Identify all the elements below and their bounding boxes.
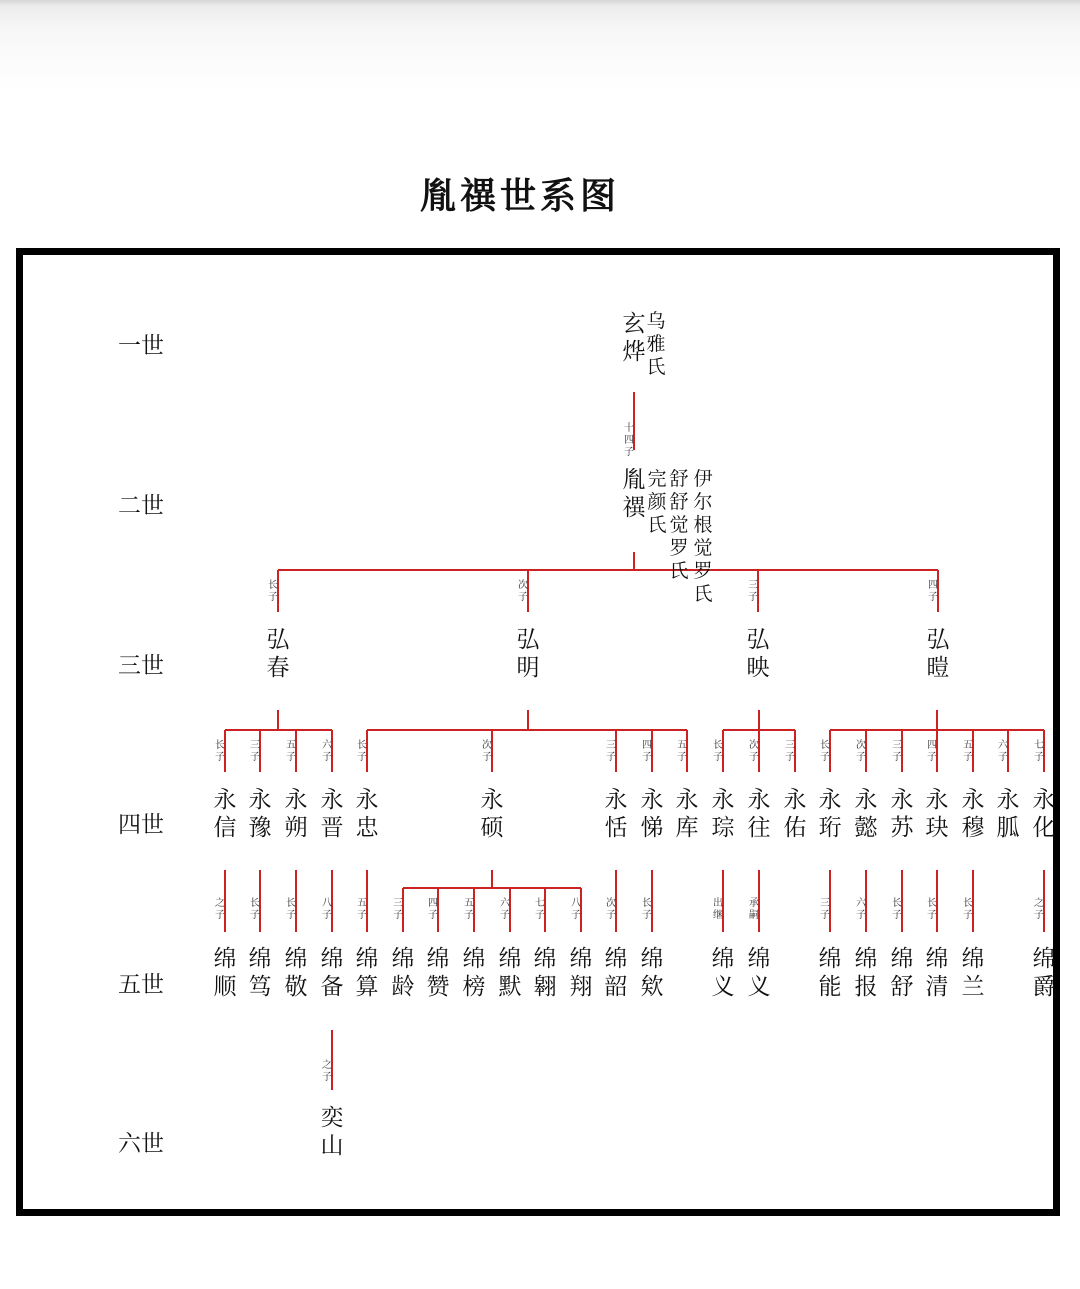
member-name: 永恬	[604, 787, 628, 841]
member-name: 永晋	[320, 787, 344, 841]
birth-order-label: 长子	[286, 898, 296, 921]
birth-order-label: 十四子	[624, 423, 634, 458]
member-name: 绵欸	[640, 946, 664, 1000]
member-name: 绵榜	[462, 946, 486, 1000]
member-name: 绵兰	[961, 946, 985, 1000]
member-name: 绵备	[320, 946, 344, 1000]
member-name: 奕山	[320, 1105, 344, 1159]
member-name: 永懿	[854, 787, 878, 841]
birth-order-label: 长子	[713, 740, 723, 763]
birth-order-label: 出继	[713, 898, 723, 921]
member-name: 永朔	[284, 787, 308, 841]
birth-order-label: 之子	[1034, 898, 1044, 921]
spouse-name: 完颜氏	[647, 468, 667, 536]
member-name: 胤禩	[622, 467, 646, 521]
birth-order-label: 四子	[928, 580, 938, 603]
generation-label: 一世	[118, 333, 164, 359]
birth-order-label: 八子	[571, 898, 581, 921]
member-name: 弘春	[266, 627, 290, 681]
birth-order-label: 长子	[215, 740, 225, 763]
family-tree-frame	[16, 248, 1060, 1216]
member-name: 永苏	[890, 787, 914, 841]
birth-order-label: 长子	[642, 898, 652, 921]
birth-order-label: 三子	[393, 898, 403, 921]
birth-order-label: 次子	[482, 740, 492, 763]
generation-label: 三世	[118, 653, 164, 679]
member-name: 永佑	[783, 787, 807, 841]
birth-order-label: 六子	[322, 740, 332, 763]
diagram-title: 胤禩世系图	[419, 175, 620, 217]
generation-label: 二世	[118, 493, 164, 519]
spouse-name: 乌雅氏	[646, 310, 666, 378]
birth-order-label: 之子	[215, 898, 225, 921]
member-name: 永信	[213, 787, 237, 841]
member-name: 永豫	[248, 787, 272, 841]
family-tree-svg	[23, 255, 1053, 1209]
member-name: 绵翔	[569, 946, 593, 1000]
member-name: 弘映	[746, 627, 770, 681]
birth-order-label: 长子	[820, 740, 830, 763]
member-name: 玄烨	[622, 311, 646, 365]
member-name: 永悌	[640, 787, 664, 841]
member-name: 绵龄	[391, 946, 415, 1000]
member-name: 绵能	[818, 946, 842, 1000]
member-name: 永库	[675, 787, 699, 841]
spouse-name: 伊尔根觉罗氏	[693, 468, 713, 605]
birth-order-label: 七子	[1034, 740, 1044, 763]
member-name: 永珩	[818, 787, 842, 841]
birth-order-label: 次子	[518, 580, 528, 603]
birth-order-label: 六子	[998, 740, 1008, 763]
member-name: 绵报	[854, 946, 878, 1000]
birth-order-label: 五子	[286, 740, 296, 763]
member-name: 永胍	[996, 787, 1020, 841]
birth-order-label: 长子	[250, 898, 260, 921]
birth-order-label: 七子	[535, 898, 545, 921]
member-name: 永化	[1032, 787, 1056, 841]
birth-order-label: 五子	[464, 898, 474, 921]
member-name: 绵韶	[604, 946, 628, 1000]
birth-order-label: 三子	[606, 740, 616, 763]
birth-order-label: 六子	[500, 898, 510, 921]
member-name: 永穆	[961, 787, 985, 841]
birth-order-label: 次子	[749, 740, 759, 763]
birth-order-label: 三子	[785, 740, 795, 763]
member-name: 弘明	[516, 627, 540, 681]
member-name: 绵算	[355, 946, 379, 1000]
generation-label: 四世	[118, 812, 164, 838]
birth-order-label: 长子	[963, 898, 973, 921]
member-name: 绵敬	[284, 946, 308, 1000]
birth-order-label: 三子	[748, 580, 758, 603]
member-name: 绵舒	[890, 946, 914, 1000]
member-name: 永忠	[355, 787, 379, 841]
member-name: 永琮	[711, 787, 735, 841]
member-name: 绵笃	[248, 946, 272, 1000]
birth-order-label: 五子	[677, 740, 687, 763]
birth-order-label: 四子	[428, 898, 438, 921]
birth-order-label: 长子	[892, 898, 902, 921]
member-name: 永往	[747, 787, 771, 841]
top-shadow	[0, 0, 1080, 90]
birth-order-label: 长子	[357, 740, 367, 763]
member-name: 绵顺	[213, 946, 237, 1000]
birth-order-label: 五子	[963, 740, 973, 763]
birth-order-label: 四子	[642, 740, 652, 763]
member-name: 绵清	[925, 946, 949, 1000]
birth-order-label: 八子	[322, 898, 332, 921]
member-name: 永硕	[480, 787, 504, 841]
member-name: 弘暟	[926, 627, 950, 681]
member-name: 绵爵	[1032, 946, 1056, 1000]
birth-order-label: 长子	[268, 580, 278, 603]
member-name: 绵义	[711, 946, 735, 1000]
birth-order-label: 次子	[856, 740, 866, 763]
member-name: 绵翱	[533, 946, 557, 1000]
birth-order-label: 四子	[927, 740, 937, 763]
birth-order-label: 三子	[820, 898, 830, 921]
generation-label: 六世	[118, 1131, 164, 1157]
member-name: 绵义	[747, 946, 771, 1000]
birth-order-label: 六子	[856, 898, 866, 921]
member-name: 永玦	[925, 787, 949, 841]
birth-order-label: 次子	[606, 898, 616, 921]
birth-order-label: 三子	[892, 740, 902, 763]
birth-order-label: 五子	[357, 898, 367, 921]
member-name: 绵默	[498, 946, 522, 1000]
birth-order-label: 三子	[250, 740, 260, 763]
birth-order-label: 长子	[927, 898, 937, 921]
generation-label: 五世	[118, 972, 164, 998]
birth-order-label: 承嗣	[749, 898, 759, 921]
birth-order-label: 之子	[322, 1060, 332, 1083]
spouse-name: 舒舒觉罗氏	[669, 468, 689, 582]
member-name: 绵赞	[426, 946, 450, 1000]
